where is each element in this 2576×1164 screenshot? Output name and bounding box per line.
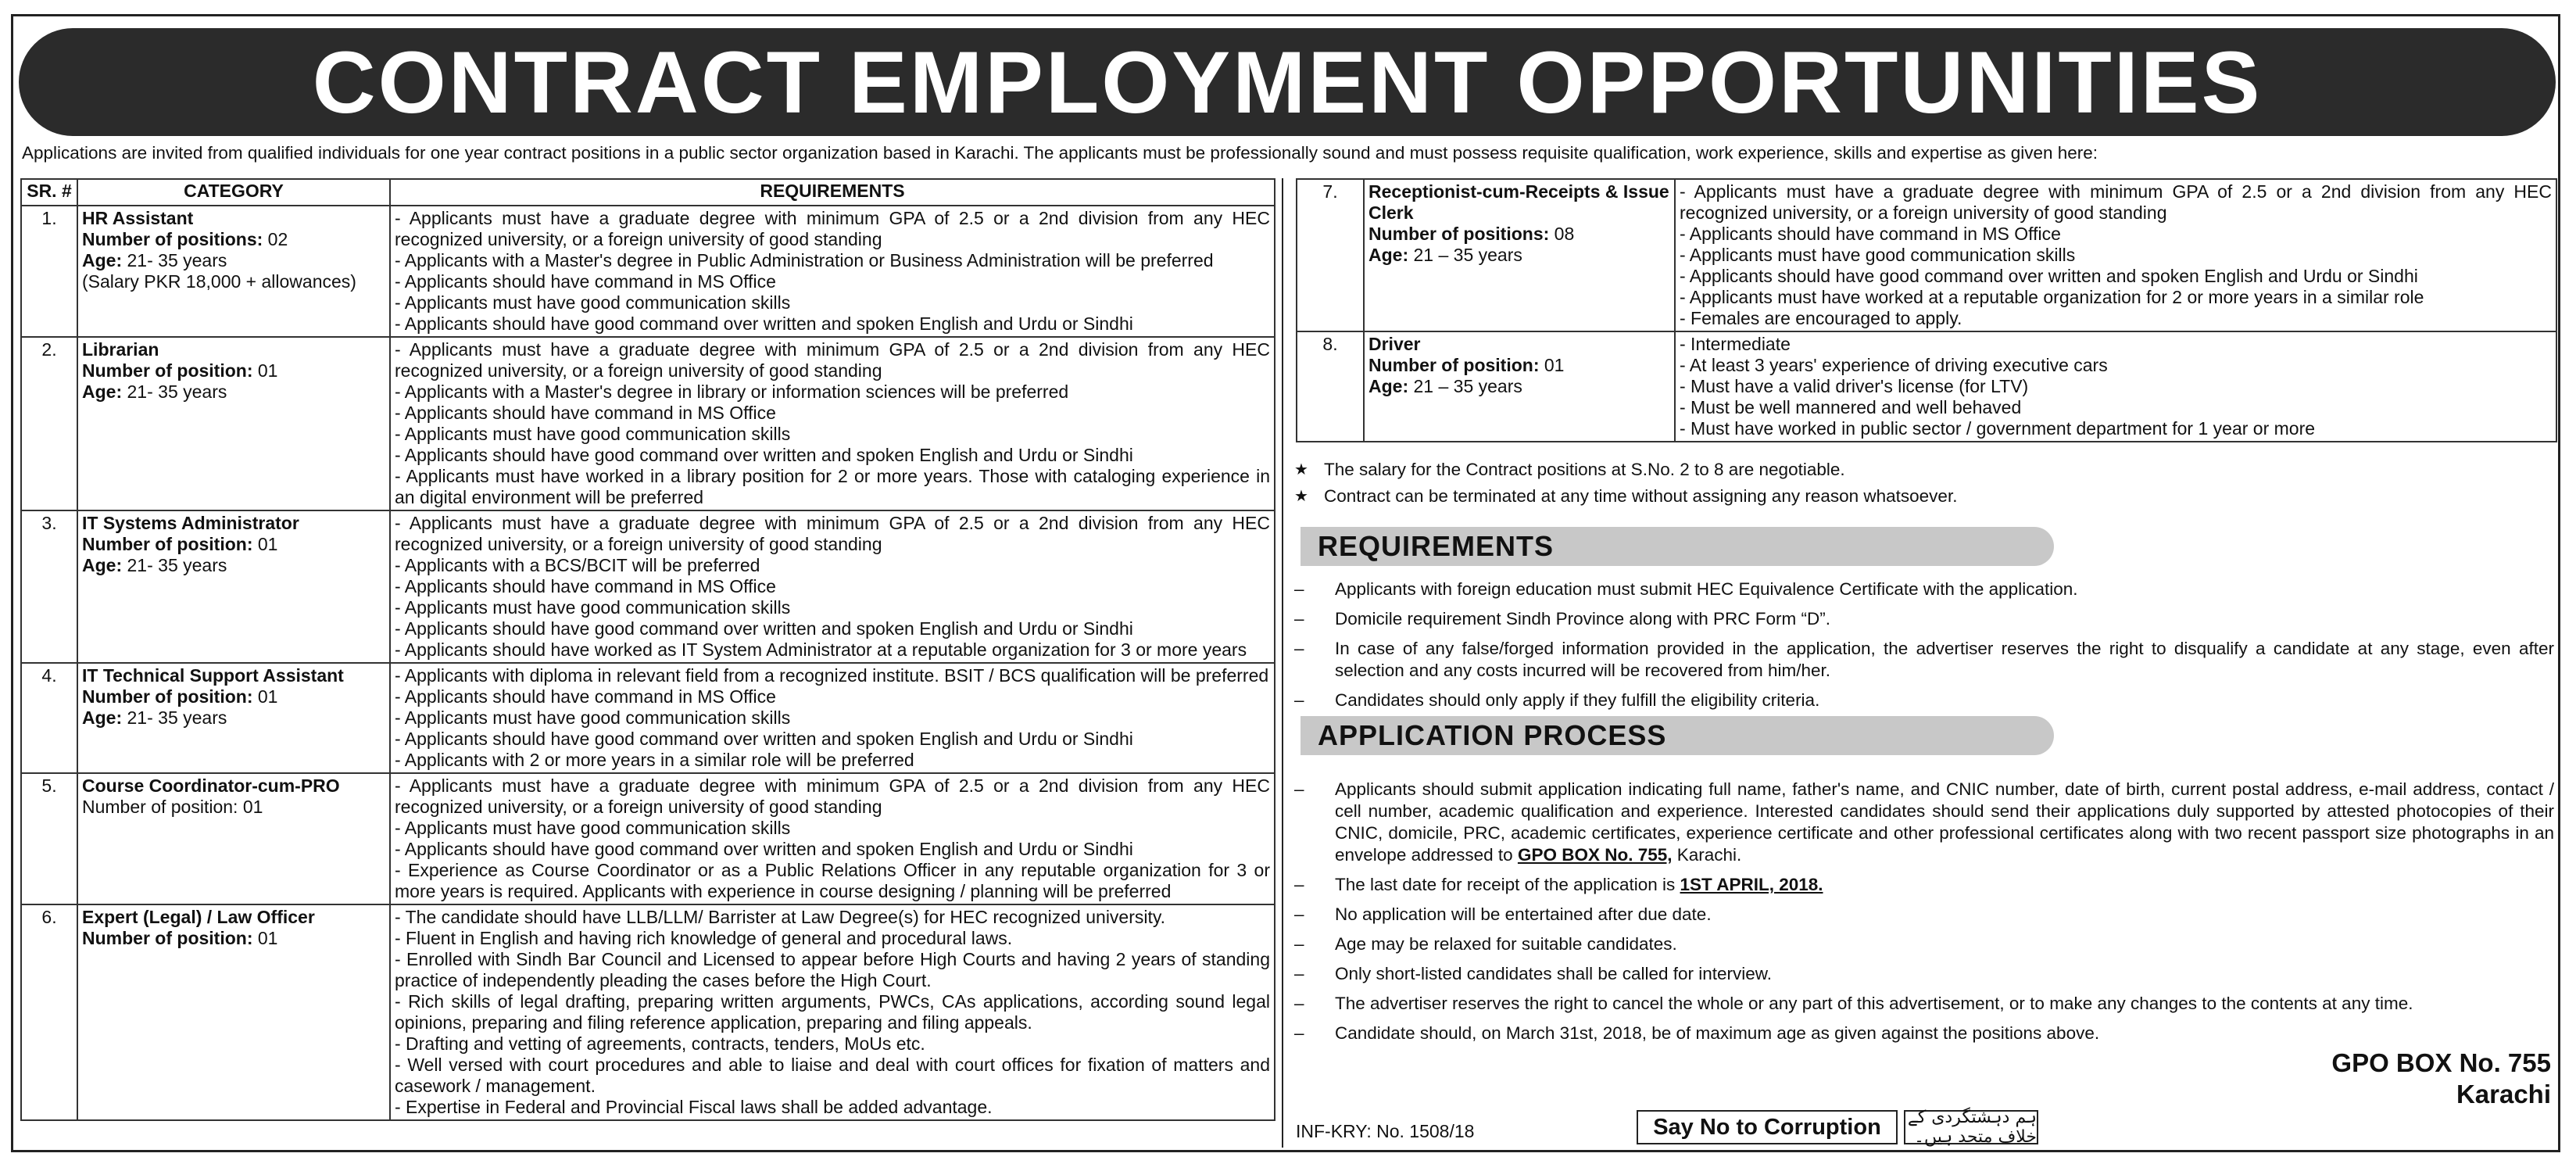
position-sr: 6. [21,904,77,1120]
position-row [21,773,1275,904]
position-title: Driver [1368,334,1421,354]
anti-corruption-badge: Say No to Corruption [1637,1110,1898,1144]
position-title: Expert (Legal) / Law Officer [82,907,315,927]
position-requirements [390,510,1275,663]
city-line: Karachi [2456,1080,2551,1108]
intro-text: Applications are invited from qualified individuals for one year contract positions in a public sector organization based in Karachi. The applicants must be professionally sound and must possess requisite qualification, work experience, skills and expertise as given here: [22,143,2098,163]
position-count: Number of position: 01 [82,797,263,817]
requirement-line: - Applicants must have worked in a library position for 2 or more years. Those with cataloging experience in an digital environment will be preferred [395,466,1270,507]
gpo-address-block [2331,1048,2551,1110]
requirement-line: - Applicants should have command in MS Office [395,403,776,423]
list-item: – The last date for receipt of the application is 1ST APRIL, 2018. [1294,875,1823,894]
position-count: Number of position: 01 [82,686,278,707]
position-age: Age: 21- 35 years [82,381,227,402]
position-requirements [390,663,1275,773]
requirement-line: - Applicants should have good command over written and spoken English and Urdu or Sindhi [395,313,1133,334]
position-salary: (Salary PKR 18,000 + allowances) [82,271,356,292]
requirement-line: - Applicants should have good command over written and spoken English and Urdu or Sindhi [395,839,1133,859]
star-icon: ★ [1294,488,1308,505]
position-row [21,206,1275,337]
position-sr: 5. [21,773,77,904]
position-row [1297,331,2556,442]
requirement-line: - Applicants with 2 or more years in a similar role will be preferred [395,750,914,770]
star-icon: ★ [1294,461,1308,478]
position-requirements [1675,179,2556,331]
requirement-line: - Applicants with diploma in relevant field from a recognized institute. BSIT / BCS qualification will be preferred [395,665,1269,686]
position-category [77,663,390,773]
requirement-line: - Applicants must have worked at a reputable organization for 2 or more years in a similar role [1680,287,2424,307]
position-count: Number of positions: 08 [1368,224,1575,244]
position-requirements [390,337,1275,510]
position-sr: 2. [21,337,77,510]
requirement-line: - Applicants should have worked as IT System Administrator at a reputable organization for 3 or more years [395,639,1247,660]
position-category [77,773,390,904]
position-title: HR Assistant [82,208,194,228]
deadline-date: 1ST APRIL, 2018. [1680,875,1823,894]
application-process-heading: APPLICATION PROCESS [1301,716,2054,755]
requirement-line: - Applicants must have a graduate degree with minimum GPA of 2.5 or a 2nd division from any HEC recognized university, or a foreign university of good standing [395,208,1270,249]
list-item: – Candidates should only apply if they fulfill the eligibility criteria. [1294,690,1820,710]
position-title: Librarian [82,339,159,360]
requirement-line: - Applicants must have good communication skills [395,292,791,313]
position-category [77,206,390,337]
requirement-line: - Well versed with court procedures and able to liaise and deal with court offices for fixation of matters and casework / management. [395,1055,1270,1096]
position-count: Number of positions: 02 [82,229,288,249]
page-title: CONTRACT EMPLOYMENT OPPORTUNITIES [19,28,2556,136]
position-category [77,337,390,510]
position-requirements [390,773,1275,904]
category-header: CATEGORY [77,179,390,206]
position-age: Age: 21- 35 years [82,555,227,575]
position-sr: 4. [21,663,77,773]
requirement-line: - Applicants must have a graduate degree with minimum GPA of 2.5 or a 2nd division from any HEC recognized university, or a foreign university of good standing [395,513,1270,554]
requirement-line: - Applicants with a Master's degree in library or information sciences will be preferred [395,381,1069,402]
position-sr: 3. [21,510,77,663]
requirement-line: - Applicants should have good command over written and spoken English and Urdu or Sindhi [395,729,1133,749]
requirement-line: - Drafting and vetting of agreements, contracts, tenders, MoUs etc. [395,1033,925,1054]
gpo-box-line: GPO BOX No. 755 [2331,1048,2551,1077]
requirement-line: - Applicants must have good communication skills [395,424,791,444]
list-item: – No application will be entertained after due date. [1294,904,1712,924]
list-item: – Domicile requirement Sindh Province along with PRC Form “D”. [1294,609,1830,629]
position-title: IT Technical Support Assistant [82,665,344,686]
requirement-line: - Applicants with a BCS/BCIT will be preferred [395,555,760,575]
requirement-line: - At least 3 years' experience of driving executive cars [1680,355,2108,375]
requirement-line: - Females are encouraged to apply. [1680,308,1962,328]
note-item [1294,457,2553,483]
position-count: Number of position: 01 [82,928,278,948]
note-item [1294,483,2553,510]
position-category [1364,179,1675,331]
list-item: – The advertiser reserves the right to cancel the whole or any part of this advertisement, or to make any changes to the contents at any time. [1294,994,2413,1013]
requirement-line: - Applicants should have good command over written and spoken English and Urdu or Sindhi [395,618,1133,639]
positions-table-right [1296,178,2557,442]
requirement-line: - Enrolled with Sindh Bar Council and Licensed to appear before High Courts and having 2 years of standing practice of independently pleading the cases before the High Court. [395,949,1270,990]
requirement-line: - Fluent in English and having rich knowledge of general and procedural laws. [395,928,1013,948]
notes-list [1294,457,2553,510]
requirement-line: - Applicants must have good communication skills [395,597,791,618]
requirement-line: - Applicants with a Master's degree in Public Administration or Business Administration will be preferred [395,250,1214,270]
position-title: Receptionist-cum-Receipts & Issue Clerk [1368,181,1669,223]
position-count: Number of position: 01 [82,360,278,381]
position-row [1297,179,2556,331]
positions-table-left [20,178,1275,1121]
requirement-line: - Applicants should have command in MS Office [395,686,776,707]
requirement-line: - Must be well mannered and well behaved [1680,397,2022,417]
position-age: Age: 21 – 35 years [1368,376,1522,396]
requirement-line: - Applicants must have good communication skills [1680,245,2076,265]
position-row [21,904,1275,1120]
note-text: Contract can be terminated at any time without assigning any reason whatsoever. [1324,486,1958,506]
position-title: IT Systems Administrator [82,513,299,533]
position-category [1364,331,1675,442]
position-count: Number of position: 01 [1368,355,1565,375]
requirements-list [1294,578,2554,719]
requirement-line: - Must have worked in public sector / government department for 1 year or more [1680,418,2316,439]
position-age: Age: 21- 35 years [82,707,227,728]
requirement-line: - Applicants should have good command over written and spoken English and Urdu or Sindhi [1680,266,2418,286]
requirement-line: - The candidate should have LLB/LLM/ Barrister at Law Degree(s) for HEC recognized university. [395,907,1166,927]
position-category [77,510,390,663]
requirement-line: - Rich skills of legal drafting, preparing written arguments, PWCs, CAs applications, according sound legal opinions, preparing and filing reference application, preparing and filing appeals. [395,991,1270,1033]
position-requirements [1675,331,2556,442]
urdu-slogan-badge: ہم دہشتگردی کے خلاف متحد ہیں۔ [1904,1110,2038,1144]
list-item: – In case of any false/forged information provided in the application, the advertiser reserves the right to disqualify a candidate at any stage, even after selection and any costs incurred will be recovered from him/her. [1294,639,2554,680]
requirement-line: - Applicants should have command in MS Office [395,271,776,292]
application-process-list [1294,779,2554,1052]
list-item: – Candidate should, on March 31st, 2018, be of maximum age as given against the positions above. [1294,1023,2100,1043]
requirement-line: - Experience as Course Coordinator or as a Public Relations Officer in any reputable organization for 3 or more years is required. Applicants with experience in course designing / planning will be preferred [395,860,1270,901]
requirements-header: REQUIREMENTS [390,179,1275,206]
requirements-heading: REQUIREMENTS [1301,527,2054,566]
position-sr: 1. [21,206,77,337]
position-row [21,510,1275,663]
position-age: Age: 21- 35 years [82,250,227,270]
list-item: – Only short-listed candidates shall be called for interview. [1294,964,1773,983]
list-item: – Applicants should submit application indicating full name, father's name, and CNIC number, date of birth, current postal address, e-mail address, contact / cell number, academic qualification and experience. Interested candidates should send their applications duly supported by attested photocopies of their CNIC, domicile, PRC, academic certificates, experience certificate and other professional certificates along with two recent passport size photographs in an envelope addressed to GPO BOX No. 755, Karachi. [1294,779,2554,865]
requirement-line: - Applicants must have a graduate degree with minimum GPA of 2.5 or a 2nd division from any HEC recognized university, or a foreign university of good standing [395,775,1270,817]
position-row [21,337,1275,510]
list-item: – Applicants with foreign education must submit HEC Equivalence Certificate with the application. [1294,579,2078,599]
requirement-line: - Applicants must have good communication skills [395,707,791,728]
requirement-line: - Must have a valid driver's license (for LTV) [1680,376,2029,396]
requirement-line: - Applicants should have command in MS Office [1680,224,2061,244]
position-row [21,663,1275,773]
sr-header: SR. # [21,179,77,206]
requirement-line: - Applicants must have a graduate degree with minimum GPA of 2.5 or a 2nd division from any HEC recognized university, or a foreign university of good standing [1680,181,2552,223]
position-sr: 8. [1297,331,1364,442]
position-requirements [390,206,1275,337]
requirement-line: - Expertise in Federal and Provincial Fiscal laws shall be added advantage. [395,1097,993,1117]
position-age: Age: 21 – 35 years [1368,245,1522,265]
requirement-line: - Applicants must have a graduate degree with minimum GPA of 2.5 or a 2nd division from any HEC recognized university, or a foreign university of good standing [395,339,1270,381]
requirement-line: - Applicants should have command in MS Office [395,576,776,596]
position-requirements [390,904,1275,1120]
position-sr: 7. [1297,179,1364,331]
requirement-line: - Intermediate [1680,334,1791,354]
requirement-line: - Applicants must have good communication skills [395,818,791,838]
list-item: – Age may be relaxed for suitable candidates. [1294,934,1677,954]
gpo-box-address: GPO BOX No. 755, [1517,845,1673,865]
inf-reference: INF-KRY: No. 1508/18 [1296,1121,1475,1141]
position-category [77,904,390,1120]
position-title: Course Coordinator-cum-PRO [82,775,340,796]
column-divider [1282,178,1283,1148]
note-text: The salary for the Contract positions at S.No. 2 to 8 are negotiable. [1324,460,1845,479]
requirement-line: - Applicants should have good command over written and spoken English and Urdu or Sindhi [395,445,1133,465]
position-count: Number of position: 01 [82,534,278,554]
